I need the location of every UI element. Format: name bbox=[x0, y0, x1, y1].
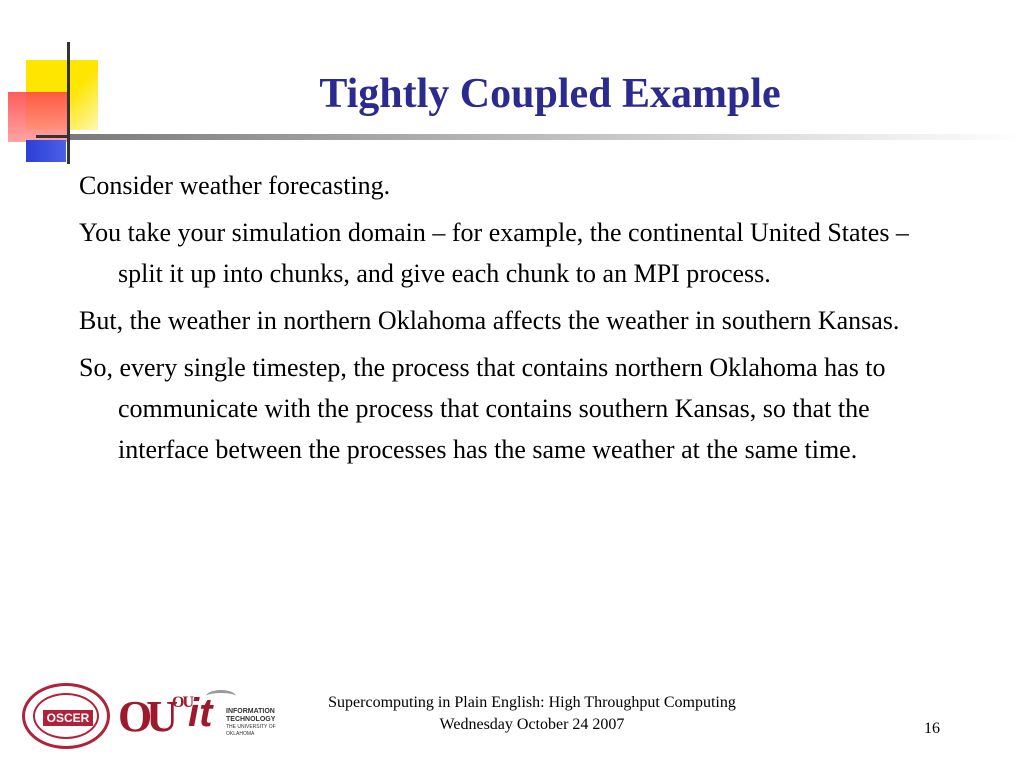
ou-it-logo-text-line: INFORMATION bbox=[226, 708, 275, 715]
title-underline-rule bbox=[70, 134, 1024, 140]
ou-it-logo-ou: OU bbox=[172, 694, 192, 711]
ou-it-logo-text-line: THE UNIVERSITY OF OKLAHOMA bbox=[226, 724, 276, 737]
ou-logo: OU bbox=[118, 692, 172, 741]
bullet-list bbox=[79, 165, 949, 476]
footer-date: Wednesday October 24 2007 bbox=[439, 716, 625, 733]
decor-horizontal-line bbox=[36, 135, 72, 138]
bullet-item: Consider weather forecasting. bbox=[79, 171, 391, 200]
bullet-item: So, every single timestep, the process that contains northern Oklahoma has to communicate with the process that contains southern Kansas, so that the interface between the processes has the same weather at the same time. bbox=[79, 353, 886, 464]
decor-blue-square bbox=[26, 140, 66, 162]
footer-course-title: Supercomputing in Plain English: High Throughput Computing bbox=[328, 694, 736, 711]
oscer-logo bbox=[22, 683, 110, 749]
bullet-item: But, the weather in northern Oklahoma affects the weather in southern Kansas. bbox=[79, 306, 900, 335]
slide-title: Tightly Coupled Example bbox=[319, 71, 781, 117]
ou-it-logo bbox=[170, 690, 288, 746]
oscer-logo-text: OSCER bbox=[43, 710, 93, 726]
page-number: 16 bbox=[924, 720, 940, 737]
ou-it-logo-text-line: TECHNOLOGY bbox=[226, 716, 276, 723]
decor-vertical-line bbox=[67, 42, 70, 164]
ou-it-logo-it: it bbox=[188, 691, 213, 735]
footer bbox=[272, 692, 792, 736]
bullet-item: You take your simulation domain – for example, the continental United States – split it up into chunks, and give each chunk to an MPI process. bbox=[79, 218, 909, 288]
